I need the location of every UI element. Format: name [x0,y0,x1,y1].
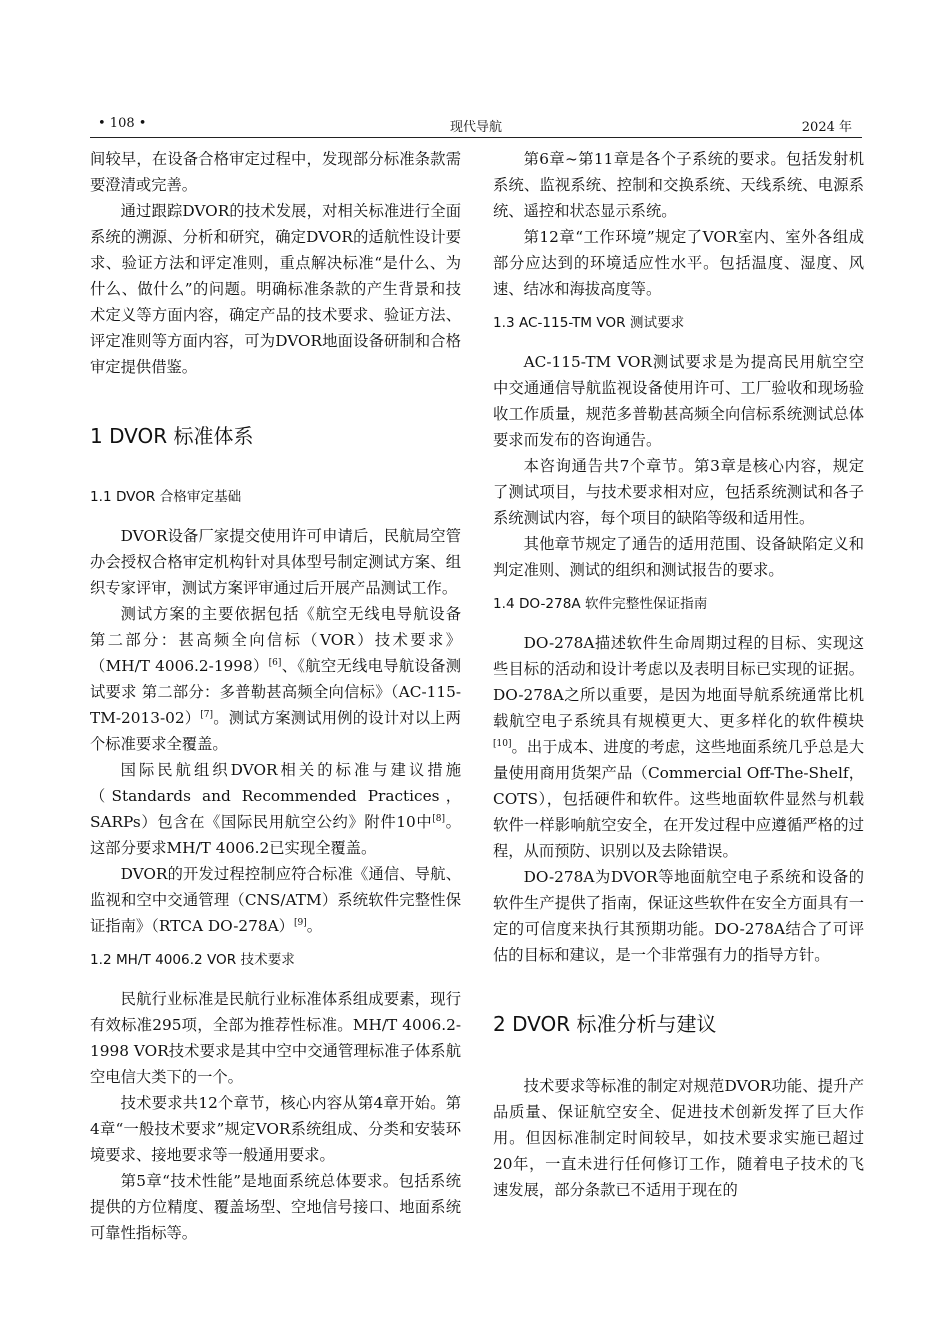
citation-ref: [7] [200,710,214,720]
paragraph: 其他章节规定了通告的适用范围、设备缺陷定义和判定准则、测试的组织和测试报告的要求。 [493,535,864,579]
subsection-heading-1-1: 1.1 DVOR 合格审定基础 [90,489,242,505]
paragraph: DVOR的开发过程控制应符合标准《通信、导航、监视和空中交通管理（CNS/ATM）系统软件完整性保证指南》（RTCA DO-278A）[9]。 [90,865,461,935]
paragraph: 第12章“工作环境”规定了VOR室内、室外各组成部分应达到的环境适应性水平。包括温度、湿度、风速、结冰和海拔高度等。 [493,228,864,298]
paragraph: DVOR设备厂家提交使用许可申请后，民航局空管办会授权合格审定机构针对具体型号制定测试方案、组织专家评审，测试方案评审通过后开展产品测试工作。 [90,527,461,597]
paragraph: 技术要求等标准的制定对规范DVOR功能、提升产品质量、保证航空安全、促进技术创新发挥了巨大作用。但因标准制定时间较早，如技术要求实施已超过20年，一直未进行任何修订工作，随着电子技术的飞速发展，部分条款已不适用于现在的 [493,1077,864,1199]
citation-ref: [6] [268,658,282,668]
citation-ref: [10] [493,739,512,749]
citation-ref: [8] [432,814,446,824]
section-heading-1: 1 DVOR 标准体系 [90,424,254,448]
page-number: • 108 • [98,116,147,131]
paragraph: 第5章“技术性能”是地面系统总体要求。包括系统提供的方位精度、覆盖场型、空地信号接口、地面系统可靠性指标等。 [90,1172,461,1242]
paragraph: 通过跟踪DVOR的技术发展，对相关标准进行全面系统的溯源、分析和研究，确定DVOR的适航性设计要求、验证方法和评定准则，重点解决标准“是什么、为什么、做什么”的问题。明确标准条款的产生背景和技术定义等方面内容，确定产品的技术要求、验证方法、评定准则等方面内容，可为DVOR地面设备研制和合格审定提供借鉴。 [90,202,461,376]
paragraph: 间较早，在设备合格审定过程中，发现部分标准条款需要澄清或完善。 [90,150,461,194]
paragraph: 技术要求共12个章节，核心内容从第4章开始。第4章“一般技术要求”规定VOR系统组成、分类和安装环境要求、接地要求等一般通用要求。 [90,1094,461,1164]
paragraph: 国际民航组织DVOR相关的标准与建议措施（Standards and Recommended Practices，SARPs）包含在《国际民用航空公约》附件10中[8]。这部分要求MH/T 4006.2已实现全覆盖。 [90,761,461,857]
paragraph: 民航行业标准是民航行业标准体系组成要素，现行有效标准295项，全部为推荐性标准。MH/T 4006.2-1998 VOR技术要求是其中空中交通管理标准子体系航空电信大类下的一个。 [90,990,461,1086]
paragraph: DO-278A描述软件生命周期过程的目标、实现这些目标的活动和设计考虑以及表明目标已实现的证据。DO-278A之所以重要，是因为地面导航系统通常比机载航空电子系统具有规模更大、更多样化的软件模块[10]。出于成本、进度的考虑，这些地面系统几乎总是大量使用商用货架产品（Commercial Off-The-Shelf，COTS），包括硬件和软件。这些地面软件显然与机载软件一样影响航空安全，在开发过程中应遵循严格的过程，从而预防、识别以及去除错误。 [493,634,864,860]
paragraph: 测试方案的主要依据包括《航空无线电导航设备 第二部分：甚高频全向信标（VOR）技术要求》（MH/T 4006.2-1998）[6]、《航空无线电导航设备测试要求 第二部分：多普勒甚高频全向信标》（AC-115-TM-2013-02）[7]。测试方案测试用例的设计对以上两个标准要求全覆盖。 [90,605,461,753]
paragraph: DO-278A为DVOR等地面航空电子系统和设备的软件生产提供了指南，保证这些软件在安全方面具有一定的可信度来执行其预期功能。DO-278A结合了可评估的目标和建议，是一个非常强有力的指导方针。 [493,868,864,964]
section-heading-2: 2 DVOR 标准分析与建议 [493,1012,717,1036]
left-column [90,146,461,1246]
citation-ref: [9] [293,918,307,928]
running-header [90,113,862,138]
right-column [493,146,864,1203]
paragraph: AC-115-TM VOR测试要求是为提高民用航空空中交通通信导航监视设备使用许可、工厂验收和现场验收工作质量，规范多普勒甚高频全向信标系统测试总体要求而发布的咨询通告。 [493,353,864,449]
journal-title: 现代导航 [449,120,502,135]
subsection-heading-1-2: 1.2 MH/T 4006.2 VOR 技术要求 [90,952,295,968]
subsection-heading-1-3: 1.3 AC-115-TM VOR 测试要求 [493,315,685,331]
publication-year: 2024 年 [801,120,852,135]
paragraph: 本咨询通告共7个章节。第3章是核心内容，规定了测试项目，与技术要求相对应，包括系统测试和各子系统测试内容，每个项目的缺陷等级和适用性。 [493,457,864,527]
paragraph: 第6章~第11章是各个子系统的要求。包括发射机系统、监视系统、控制和交换系统、天线系统、电源系统、遥控和状态显示系统。 [493,150,864,220]
subsection-heading-1-4: 1.4 DO-278A 软件完整性保证指南 [493,596,708,612]
